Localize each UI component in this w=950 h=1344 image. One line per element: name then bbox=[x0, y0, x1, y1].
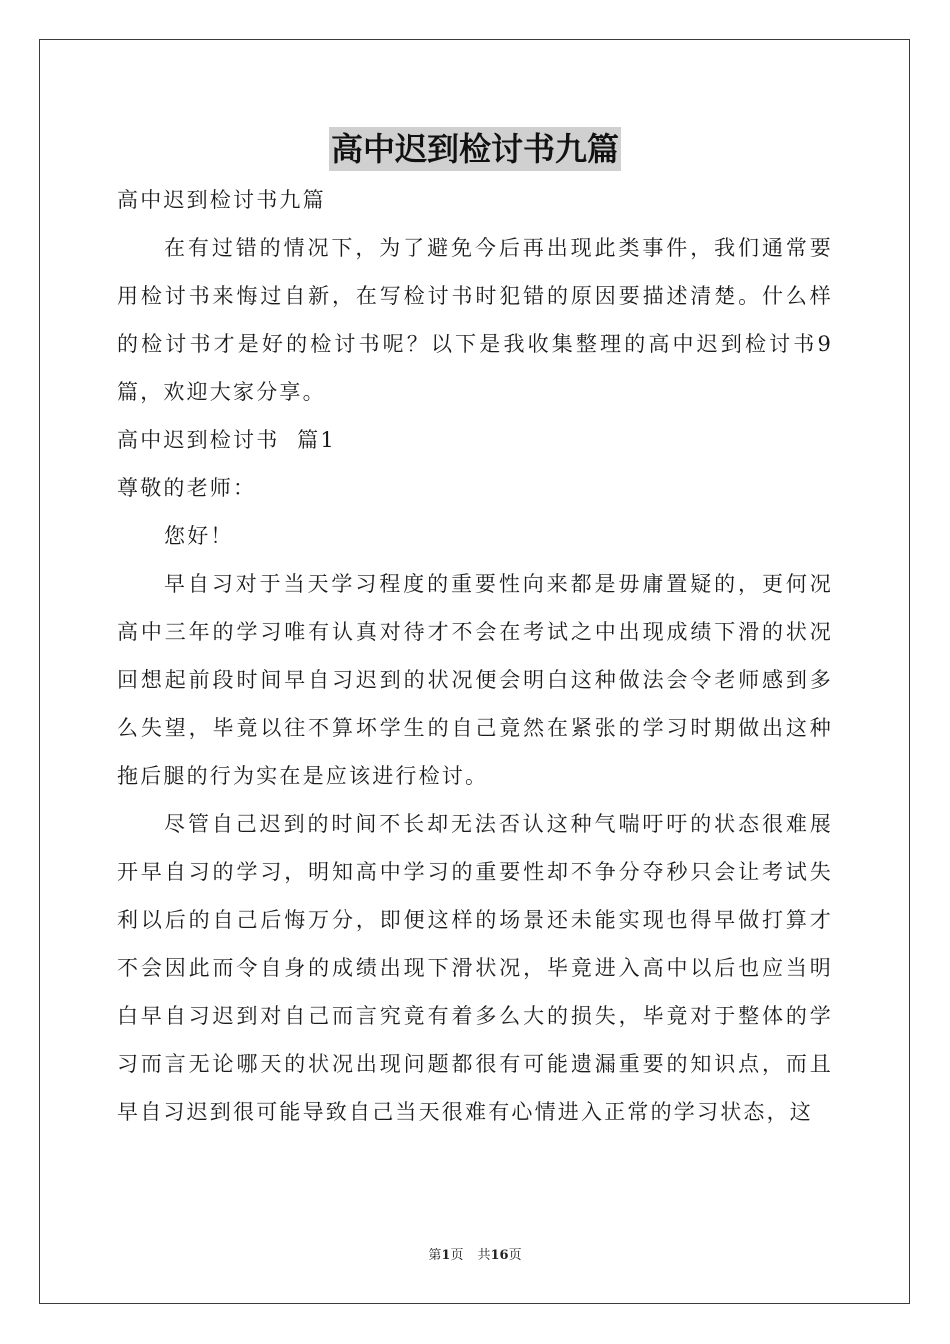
document-subtitle: 高中迟到检讨书九篇 bbox=[117, 188, 326, 212]
salutation: 尊敬的老师： bbox=[117, 476, 257, 500]
page-prefix: 第 bbox=[428, 1248, 442, 1263]
page-footer bbox=[0, 1246, 950, 1266]
total-suffix: 页 bbox=[508, 1248, 522, 1263]
title-container bbox=[0, 127, 950, 171]
greeting: 您好！ bbox=[164, 524, 234, 548]
document-body bbox=[117, 176, 833, 1136]
intro-paragraph: 在有过错的情况下，为了避免今后再出现此类事件，我们通常要用检讨书来悔过自新，在写检讨书时犯错的原因要描述清楚。什么样的检讨书才是好的检讨书呢？以下是我收集整理的高中迟到检讨书9篇，欢迎大家分享。 bbox=[117, 236, 833, 404]
page-number: 1 bbox=[441, 1248, 451, 1263]
document-title: 高中迟到检讨书九篇 bbox=[329, 127, 621, 171]
body-paragraph-1: 早自习对于当天学习程度的重要性向来都是毋庸置疑的，更何况高中三年的学习唯有认真对待才不会在考试之中出现成绩下滑的状况回想起前段时间早自习迟到的状况便会明白这种做法会令老师感到多么失望，毕竟以往不算坏学生的自己竟然在紧张的学习时期做出这种拖后腿的行为实在是应该进行检讨。 bbox=[117, 572, 833, 788]
section-heading: 高中迟到检讨书 篇1 bbox=[117, 428, 336, 452]
total-pages: 16 bbox=[490, 1248, 509, 1263]
body-paragraph-2: 尽管自己迟到的时间不长却无法否认这种气喘吁吁的状态很难展开早自习的学习，明知高中学习的重要性却不争分夺秒只会让考试失利以后的自己后悔万分，即便这样的场景还未能实现也得早做打算才不会因此而令自身的成绩出现下滑状况，毕竟进入高中以后也应当明白早自习迟到对自己而言究竟有着多么大的损失，毕竟对于整体的学习而言无论哪天的状况出现问题都很有可能遗漏重要的知识点，而且早自习迟到很可能导致自己当天很难有心情进入正常的学习状态，这 bbox=[117, 812, 833, 1124]
page-suffix: 页 bbox=[450, 1248, 464, 1263]
total-prefix: 共 bbox=[477, 1248, 491, 1263]
